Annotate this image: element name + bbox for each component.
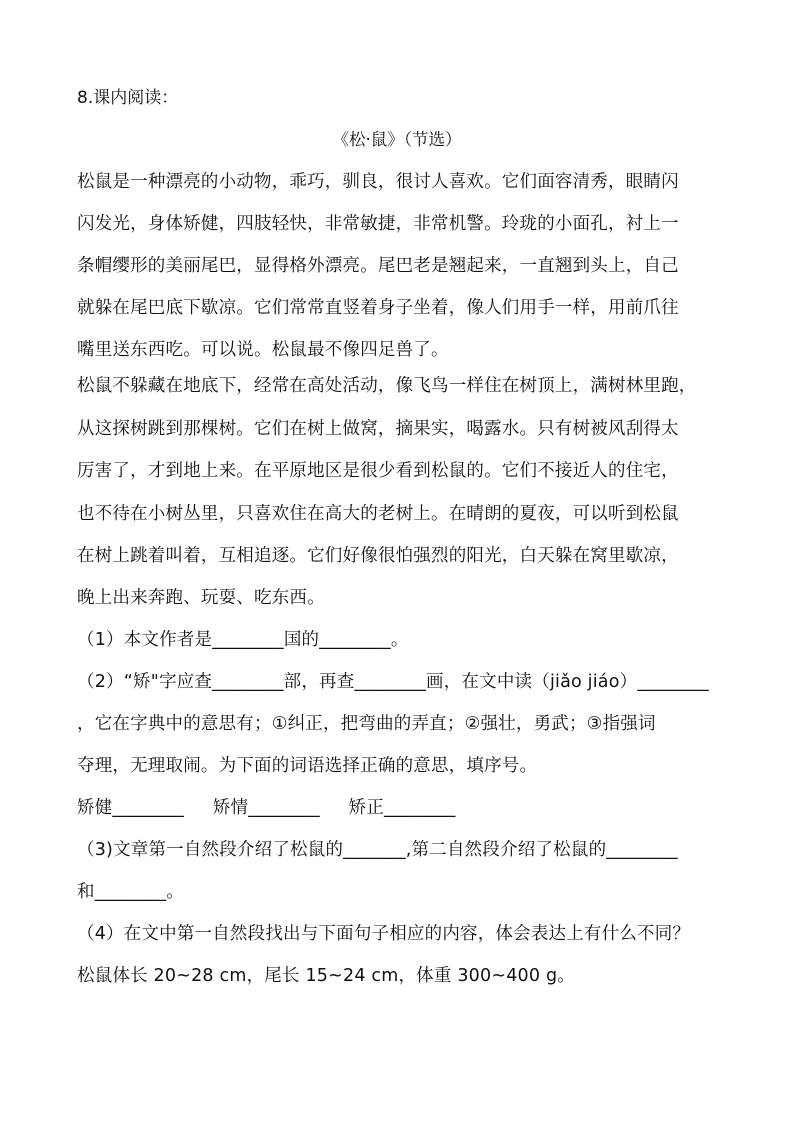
question-heading: 8.课内阅读： <box>77 88 179 108</box>
question-2-words: 矫健________ 矫情________ 矫正________ <box>77 798 456 818</box>
question-3-line: 和________。 <box>77 882 184 902</box>
paragraph1-line: 闪发光，身体矫健，四肢轻快，非常敏捷，非常机警。玲珑的小面孔，衬上一 <box>77 214 679 234</box>
paragraph2-line: 松鼠不躲藏在地底下，经常在高处活动，像飞鸟一样住在树顶上，满树林里跑， <box>77 376 697 396</box>
paragraph2-line: 从这探树跳到那棵树。它们在树上做窝，摘果实，喝露水。只有树被风刮得太 <box>77 419 679 439</box>
question-4-line: （4）在文中第一自然段找出与下面句子相应的内容，体会表达上有什么不同？ <box>77 924 691 944</box>
question-2-line: ，它在字典中的意思有；①纠正，把弯曲的弄直；②强壮，勇武；③指强词 <box>77 714 656 734</box>
question-2-line: （2）“矫"字应查________部，再查________画，在文中读（jiǎo jiáo）________ <box>77 672 709 692</box>
paragraph1-line: 就躲在尾巴底下歇凉。它们常常直竖着身子坐着，像人们用手一样，用前爪往 <box>77 298 679 318</box>
paragraph1-line: 条帽缨形的美丽尾巴，显得格外漂亮。尾巴老是翘起来，一直翘到头上，自己 <box>77 256 679 276</box>
paragraph2-line: 在树上跳着叫着，互相追逐。它们好像很怕强烈的阳光，白天躲在窝里歇凉， <box>77 546 679 566</box>
paragraph1-line: 松鼠是一种漂亮的小动物，乖巧，驯良，很讨人喜欢。它们面容清秀，眼睛闪 <box>77 172 679 192</box>
question-2-line: 夺理，无理取闹。为下面的词语选择正确的意思，填序号。 <box>77 756 538 776</box>
paragraph1-line: 嘴里送东西吃。可以说。松鼠最不像四足兽了。 <box>77 340 449 360</box>
passage-title: 《松·鼠》（节选） <box>332 130 462 149</box>
question-4-line: 松鼠体长 20~28 cm，尾长 15~24 cm，体重 300~400 g。 <box>77 966 575 986</box>
paragraph2-line: 晚上出来奔跑、玩耍、吃东西。 <box>77 588 325 608</box>
paragraph2-line: 厉害了，才到地上来。在平原地区是很少看到松鼠的。它们不接近人的住宅， <box>77 461 679 481</box>
question-3-line: （3)文章第一自然段介绍了松鼠的_______,第二自然段介绍了松鼠的________ <box>77 840 678 860</box>
question-1: （1）本文作者是________国的________。 <box>77 630 409 650</box>
paragraph2-line: 也不待在小树丛里，只喜欢住在高大的老树上。在晴朗的夏夜，可以听到松鼠 <box>77 504 679 524</box>
